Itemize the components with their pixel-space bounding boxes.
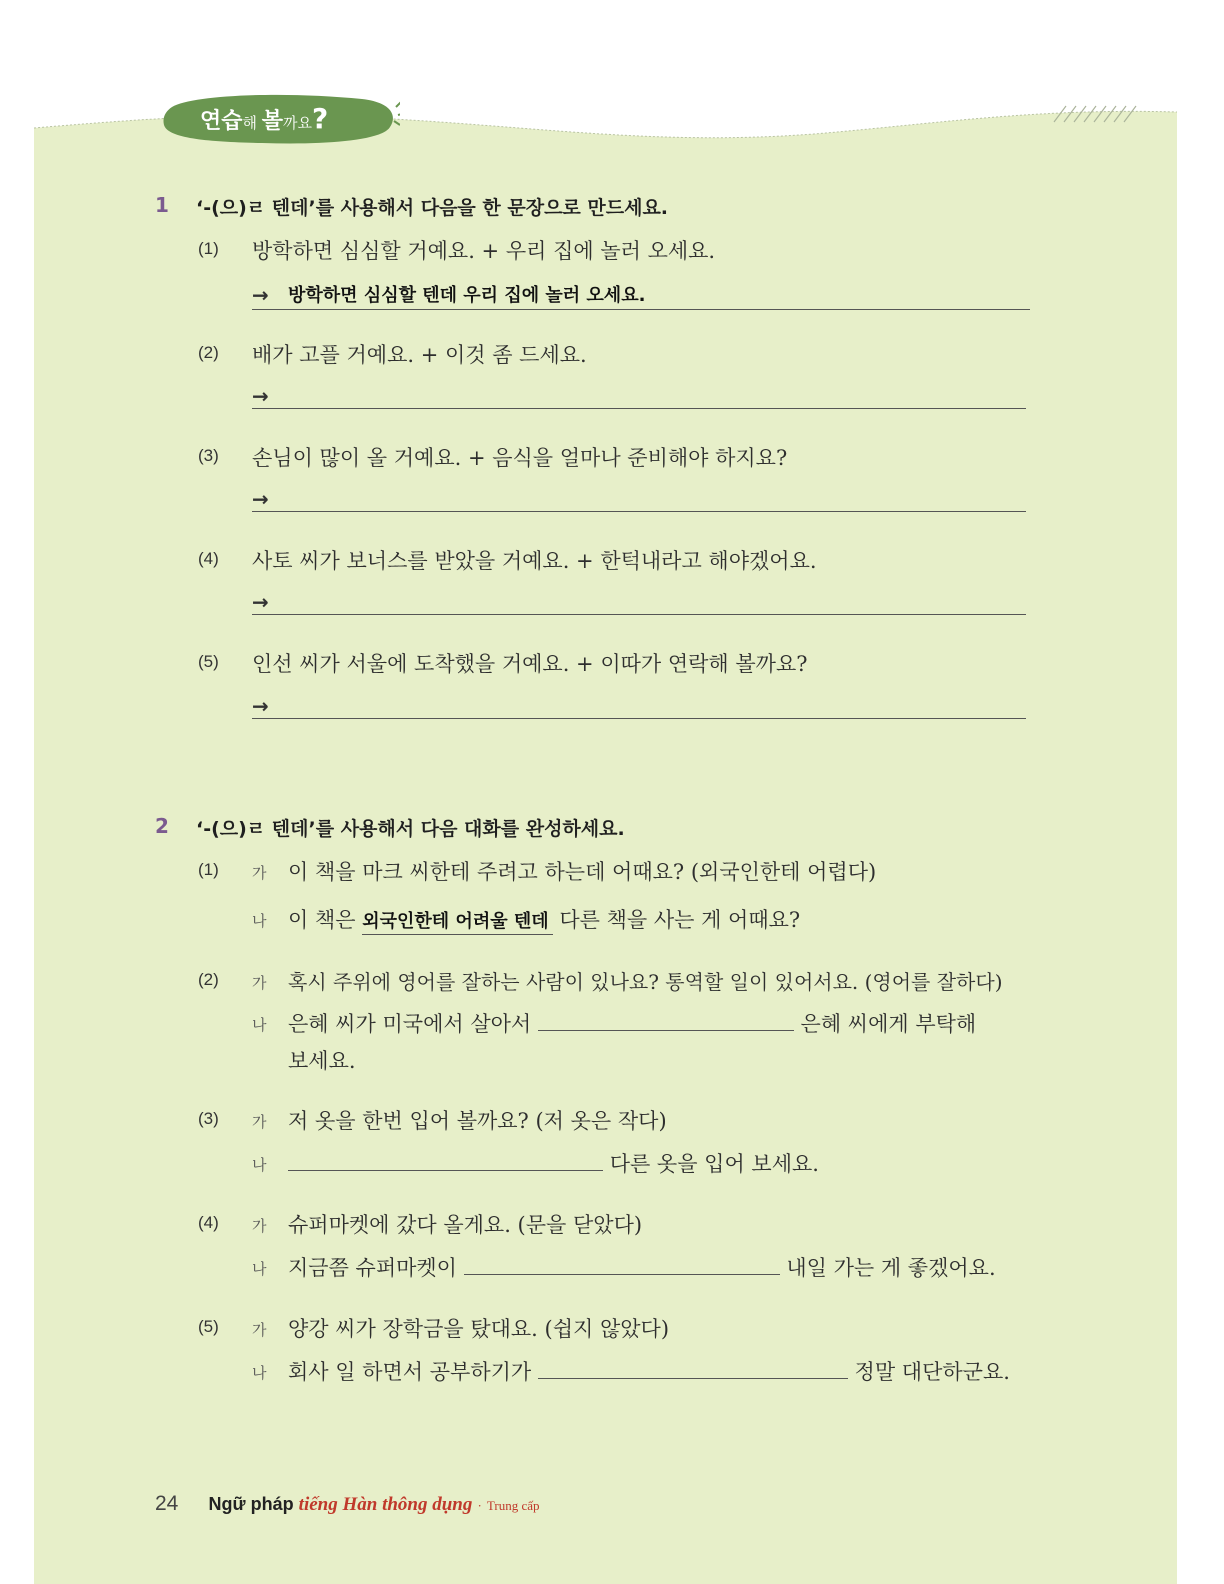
dialogue-b-post: 다른 책을 사는 게 어때요?	[559, 908, 801, 932]
speaker-b: 나	[252, 912, 267, 930]
item-sentence: 사토 씨가 보너스를 받았을 거예요. + 한턱내라고 해야겠어요.	[252, 549, 817, 573]
section-badge-title: 연습해 볼까요?	[200, 102, 329, 135]
item-number: (2)	[198, 343, 219, 362]
item-sentence: 손님이 많이 올 거예요. + 음식을 얼마나 준비해야 하지요?	[252, 446, 788, 470]
dialogue-b-post: 은혜 씨에게 부탁해	[800, 1012, 977, 1036]
sparkle-icon	[394, 101, 400, 125]
item-number: (2)	[198, 970, 219, 989]
item-number: (3)	[198, 1109, 219, 1128]
arrow-icon: →	[252, 487, 269, 511]
item-number: (1)	[198, 239, 219, 258]
dialogue-b-pre: 회사 일 하면서 공부하기가	[288, 1360, 532, 1384]
answer-line[interactable]	[252, 408, 1026, 409]
speaker-b: 나	[252, 1016, 267, 1034]
item-number: (3)	[198, 446, 219, 465]
answer-text: 외국인한테 어려울 텐데	[362, 911, 552, 935]
speaker-a: 가	[252, 864, 267, 882]
speaker-a: 가	[252, 1321, 267, 1339]
dialogue-line-b	[288, 1356, 1010, 1386]
answer-line[interactable]	[252, 309, 1030, 310]
page-number: 24	[155, 1492, 179, 1515]
question-number-2: 2	[155, 814, 169, 838]
answer-line[interactable]	[252, 718, 1026, 719]
speaker-a: 가	[252, 974, 267, 992]
dialogue-line-b	[288, 904, 800, 934]
dialogue-line-b-cont: 보세요.	[288, 1049, 356, 1073]
answer-blank[interactable]	[538, 1356, 848, 1379]
speaker-a: 가	[252, 1217, 267, 1235]
speaker-a: 가	[252, 1113, 267, 1131]
dialogue-line-b	[288, 1252, 996, 1282]
item-number: (5)	[198, 1317, 219, 1336]
item-number: (4)	[198, 549, 219, 568]
dialogue-line-a: 슈퍼마켓에 갔다 올게요. (문을 닫았다)	[288, 1213, 643, 1237]
question-number-1: 1	[155, 193, 169, 217]
footer-separator: ·	[477, 1498, 482, 1513]
speaker-b: 나	[252, 1260, 267, 1278]
item-sentence: 방학하면 심심할 거예요. + 우리 집에 놀러 오세요.	[252, 239, 716, 263]
book-level: Trung cấp	[486, 1498, 540, 1513]
speaker-b: 나	[252, 1364, 267, 1382]
item-number: (4)	[198, 1213, 219, 1232]
dialogue-b-pre: 이 책은	[288, 908, 356, 932]
dialogue-line-a: 양강 씨가 장학금을 탔대요. (쉽지 않았다)	[288, 1317, 670, 1341]
item-sentence: 배가 고플 거예요. + 이것 좀 드세요.	[252, 343, 587, 367]
dialogue-b-post: 정말 대단하군요.	[854, 1360, 1010, 1384]
question-1-instruction: ‘-(으)ㄹ 텐데’를 사용해서 다음을 한 문장으로 만드세요.	[196, 197, 669, 219]
dialogue-b-pre: 은혜 씨가 미국에서 살아서	[288, 1012, 532, 1036]
page-footer	[155, 1492, 540, 1516]
dialogue-b-pre: 지금쯤 슈퍼마켓이	[288, 1256, 457, 1280]
question-2-instruction: ‘-(으)ㄹ 텐데’를 사용해서 다음 대화를 완성하세요.	[196, 818, 625, 840]
book-title-b: tiếng Hàn thông dụng	[298, 1494, 473, 1515]
book-title-a: Ngữ pháp	[208, 1494, 294, 1514]
dialogue-line-a: 저 옷을 한번 입어 볼까요? (저 옷은 작다)	[288, 1109, 667, 1133]
answer-blank[interactable]	[538, 1008, 794, 1031]
answer-line[interactable]	[252, 511, 1026, 512]
dialogue-line-a: 이 책을 마크 씨한테 주려고 하는데 어때요? (외국인한테 어렵다)	[288, 860, 877, 884]
answer-text: 방학하면 심심할 텐데 우리 집에 놀러 오세요.	[288, 285, 646, 306]
arrow-icon: →	[252, 283, 269, 307]
dialogue-line-a: 혹시 주위에 영어를 잘하는 사람이 있나요? 통역할 일이 있어서요. (영어를 잘하다)	[288, 970, 1003, 994]
item-number: (5)	[198, 652, 219, 671]
item-sentence: 인선 씨가 서울에 도착했을 거예요. + 이따가 연락해 볼까요?	[252, 652, 808, 676]
dialogue-b-post: 내일 가는 게 좋겠어요.	[786, 1256, 996, 1280]
answer-line[interactable]	[252, 614, 1026, 615]
arrow-icon: →	[252, 694, 269, 718]
arrow-icon: →	[252, 384, 269, 408]
item-number: (1)	[198, 860, 219, 879]
dialogue-b-post: 다른 옷을 입어 보세요.	[609, 1152, 819, 1176]
answer-blank[interactable]	[288, 1148, 603, 1171]
speaker-b: 나	[252, 1156, 267, 1174]
arrow-icon: →	[252, 590, 269, 614]
dialogue-line-b	[288, 1148, 819, 1178]
dialogue-line-b	[288, 1008, 976, 1038]
answer-blank[interactable]	[464, 1252, 780, 1275]
